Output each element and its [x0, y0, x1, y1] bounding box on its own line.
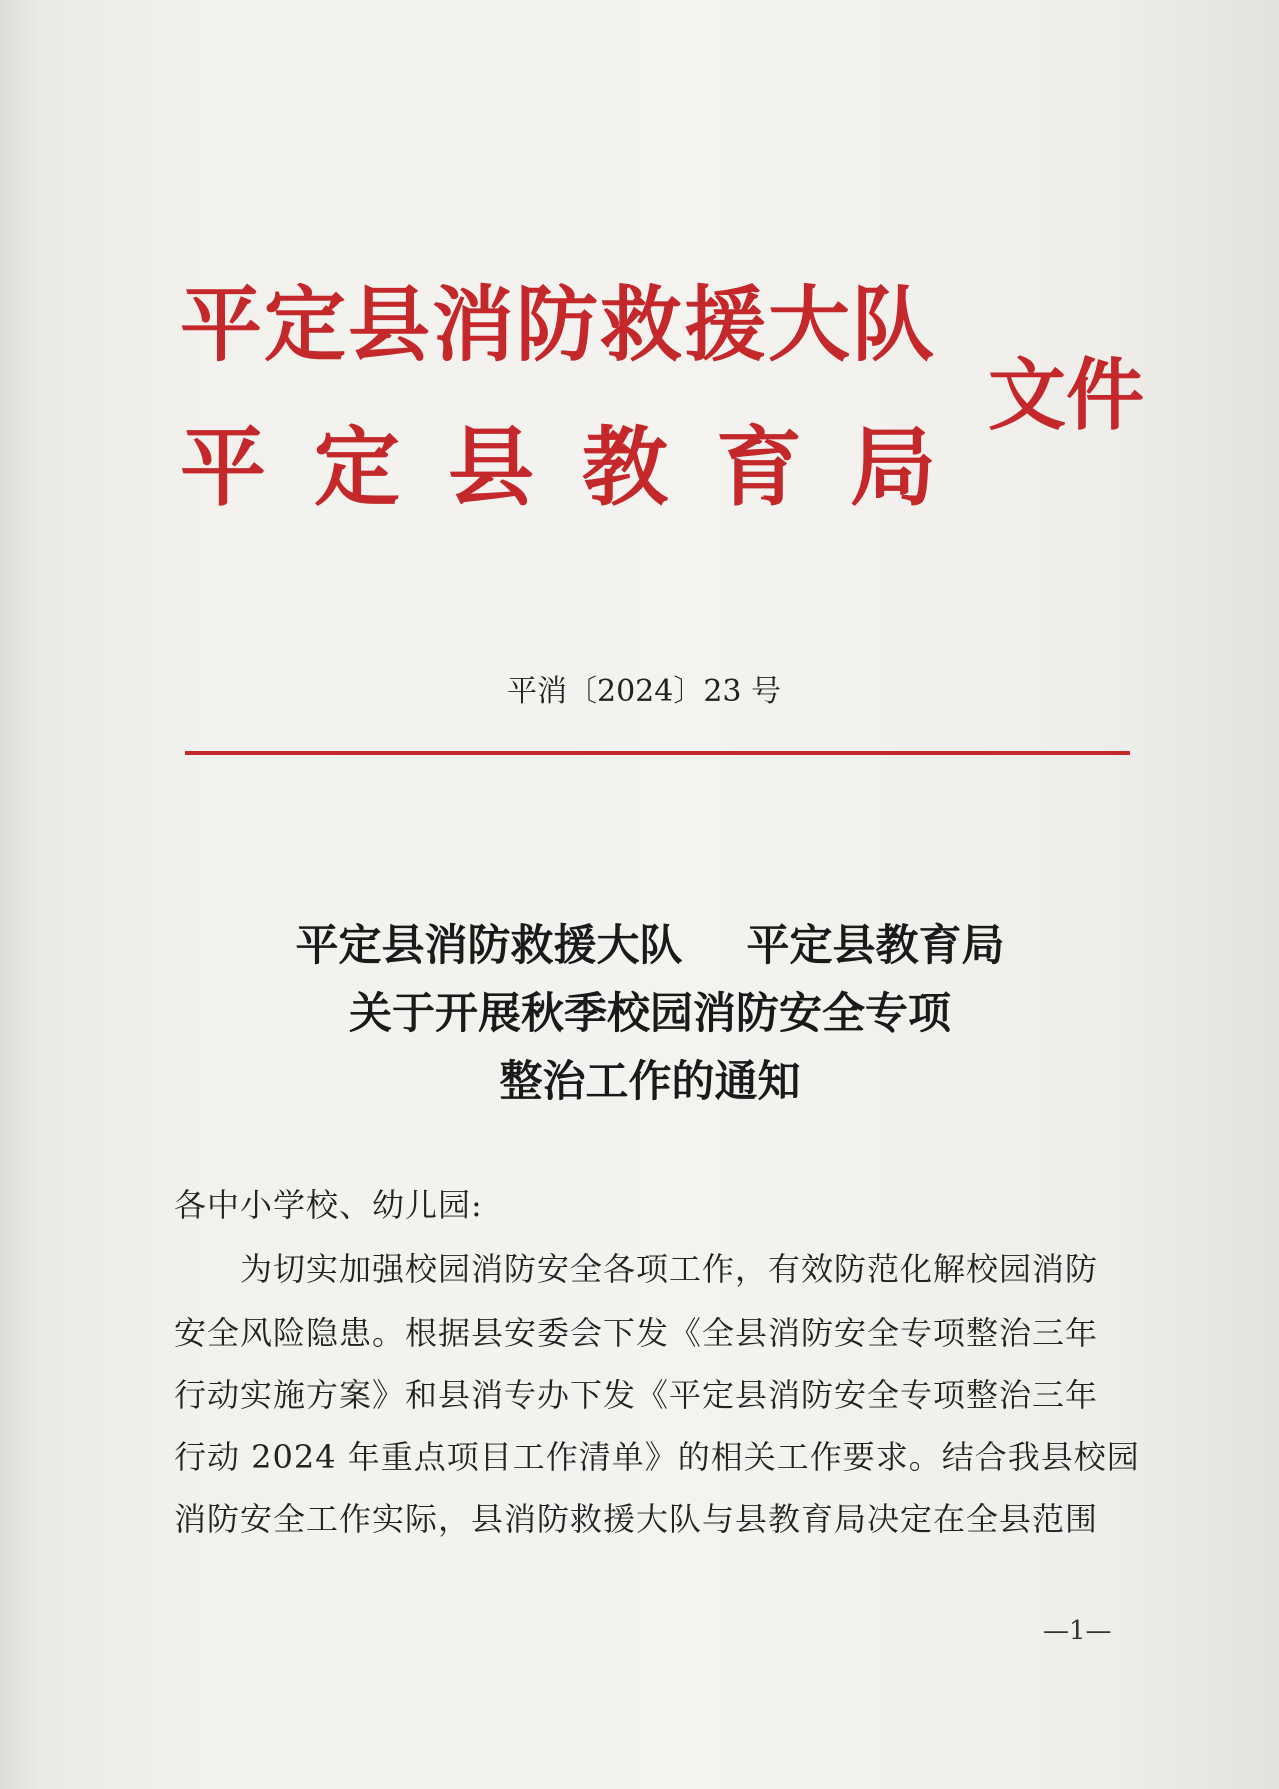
body-line: 消防安全工作实际，县消防救援大队与县教育局决定在全县范围: [174, 1500, 1099, 1538]
issuer-fire-brigade: 平定县消防救援大队: [180, 277, 937, 373]
document-number: 平消〔2024〕23 号: [507, 674, 782, 709]
issuer-education-bureau: 平定县教育局: [180, 417, 984, 518]
title-issuer-2: 平定县教育局: [746, 921, 1005, 971]
body-line: 行动 2024 年重点项目工作清单》的相关工作要求。结合我县校园: [174, 1438, 1140, 1476]
body-line: 为切实加强校园消防安全各项工作，有效防范化解校园消防: [240, 1250, 1099, 1288]
notice-title-line-1: [180, 912, 1120, 973]
salutation: 各中小学校、幼儿园:: [174, 1186, 483, 1224]
page-number: —1—: [1043, 1616, 1112, 1646]
title-issuer-1: 平定县消防救援大队: [295, 921, 683, 971]
notice-title-line-2: 关于开展秋季校园消防安全专项: [349, 989, 951, 1039]
red-divider-line: [185, 751, 1130, 755]
body-line: 行动实施方案》和县消专办下发《平定县消防安全专项整治三年: [174, 1376, 1099, 1414]
notice-title-line-3: 整治工作的通知: [499, 1057, 801, 1107]
document-suffix: 文件: [988, 350, 1145, 441]
body-line: 安全风险隐患。根据县安委会下发《全县消防安全专项整治三年: [174, 1314, 1099, 1352]
